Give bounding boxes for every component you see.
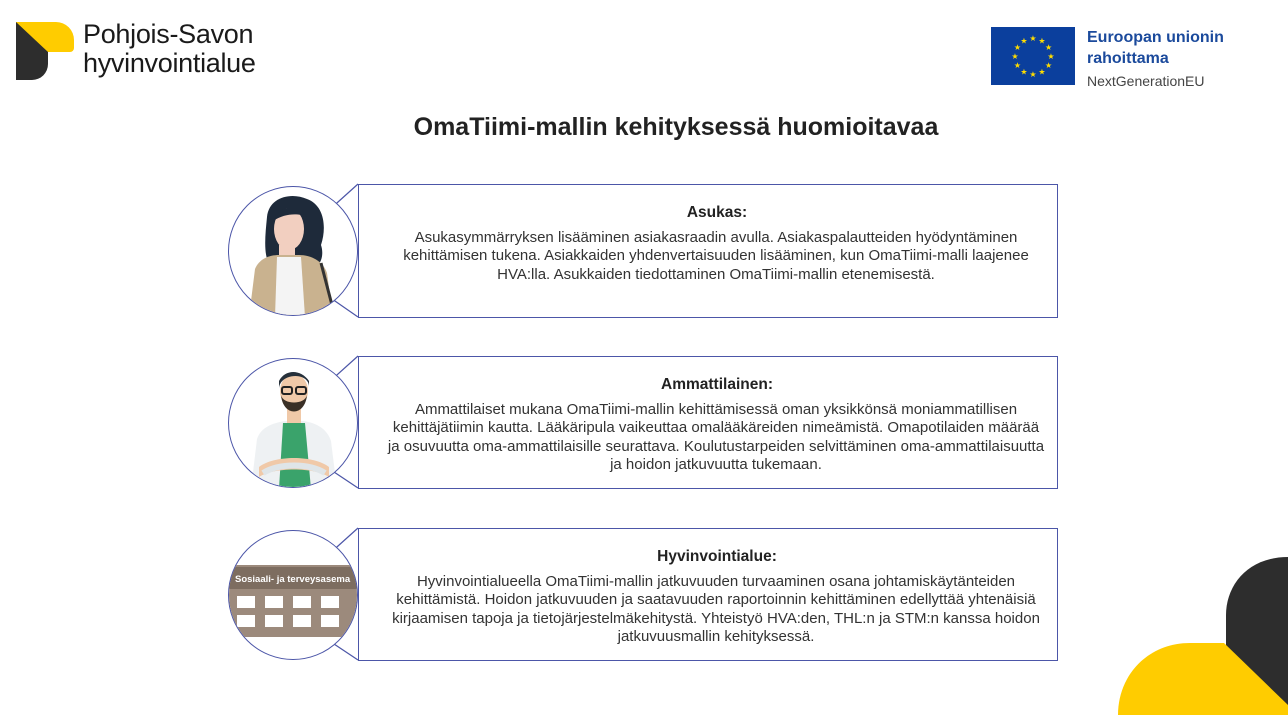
- professional-man-icon: [229, 359, 358, 488]
- region-card-title: Hyvinvointialue:: [657, 548, 777, 565]
- logo-line-1: Pohjois-Savon: [83, 19, 254, 49]
- eu-star-icon: ★: [1013, 43, 1021, 52]
- eu-star-icon: ★: [1020, 36, 1028, 46]
- professional-card: [358, 356, 1058, 489]
- eu-star-icon: ★: [1013, 61, 1021, 70]
- health-center-building-icon: [229, 531, 358, 660]
- professional-avatar: [228, 358, 358, 488]
- resident-card: [358, 184, 1058, 318]
- eu-text-line-1: Euroopan unionin: [1087, 29, 1224, 46]
- eu-star-icon: ★: [1038, 36, 1046, 46]
- professional-card-text: Ammattilaiset mukana OmaTiimi-mallin kehittämisessä oman yksikkönsä moniammatillisen kehittäjätiimin kautta. Lääkäripula vaikeuttaa omalääkäreiden nimeämistä. Omapotilaiden määrää ja osuvuutta oma-ammattilaisille seurattava. Koulutustarpeiden selvittäminen oma-ammattilaisuutta ja hoidon jatkuvuutta tukemaan.: [387, 401, 1045, 474]
- region-avatar: [228, 530, 358, 660]
- resident-avatar: [228, 186, 358, 316]
- resident-woman-icon: [229, 187, 358, 316]
- eu-star-icon: ★: [1029, 70, 1037, 79]
- eu-text-line-3: NextGenerationEU: [1087, 73, 1205, 89]
- region-card: [358, 528, 1058, 661]
- region-card-text: Hyvinvointialueella OmaTiimi-mallin jatkuvuuden turvaaminen osana johtamiskäytänteiden kehittämistä. Hoidon jatkuvuuden ja saatavuuden raportoinnin kehittäminen edellyttää yhtenäisiä kirjaamisen tapoja ja tietojärjestelmäkehitystä. Yhteistyö HVA:den, THL:n ja STM:n kanssa hoidon jatkuvuusmallin kehityksessä.: [392, 573, 1040, 646]
- eu-text-line-2: rahoittama: [1087, 50, 1169, 67]
- eu-star-icon: ★: [1020, 67, 1028, 77]
- building-sign-text: Sosiaali- ja terveysasema: [235, 574, 351, 585]
- decorative-corner-shape: [1118, 545, 1288, 715]
- eu-star-icon: ★: [1038, 67, 1046, 77]
- page-title: OmaTiimi-mallin kehityksessä huomioitavaa: [413, 113, 939, 141]
- eu-star-icon: ★: [1045, 43, 1053, 52]
- resident-card-title: Asukas:: [686, 204, 748, 221]
- eu-star-icon: ★: [1045, 61, 1053, 70]
- professional-card-title: Ammattilainen:: [661, 376, 773, 393]
- eu-star-icon: ★: [1029, 34, 1037, 43]
- resident-card-text: Asukasymmärryksen lisääminen asiakasraadin avulla. Asiakaspalautteiden hyödyntäminen kehittämisen tukena. Asiakkaiden yhdenvertaisuuden lisääminen, kun OmaTiimi-malli laajenee HVA:lla. Asukkaiden tiedottaminen OmaTiimi-mallin etenemisestä.: [403, 229, 1029, 283]
- eu-star-icon: ★: [1047, 52, 1055, 61]
- logo-line-2: hyvinvointialue: [83, 48, 256, 78]
- eu-star-icon: ★: [1011, 52, 1019, 61]
